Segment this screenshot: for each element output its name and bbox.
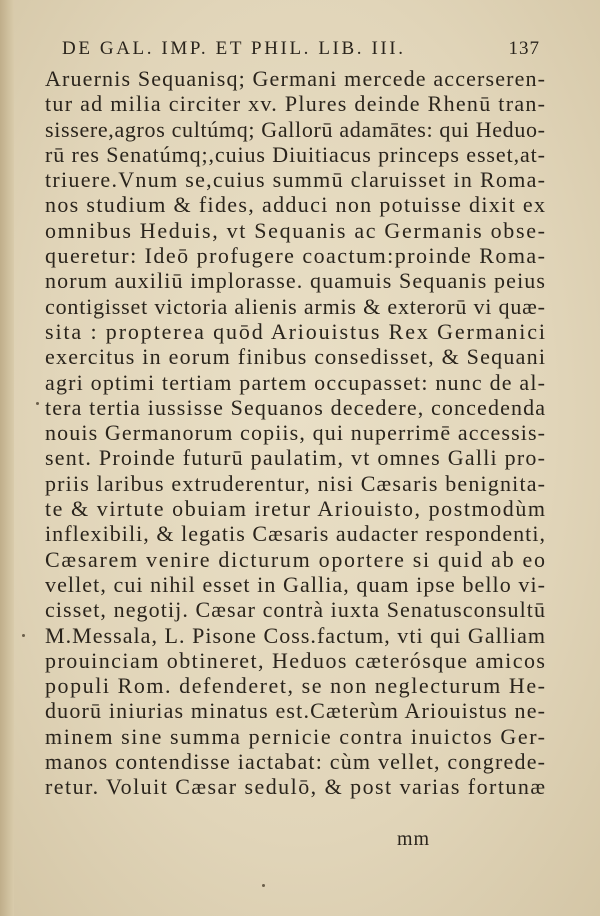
- text-line: norum auxiliū implorasse. quamuis Sequanis peius: [45, 268, 547, 294]
- text-line: queretur: Ideō profugere coactum:proinde Roma-: [45, 243, 547, 269]
- margin-mark: [36, 402, 39, 405]
- text-line: tur ad milia circiter xv. Plures deinde Rhenū tran-: [45, 91, 547, 117]
- text-line: M.Messala, L. Pisone Coss.factum, vti qui Galliam: [45, 622, 547, 648]
- text-line: cisset, negotij. Cæsar contrà iuxta Senatusconsultū: [45, 597, 547, 623]
- text-line: Aruernis Sequanisq; Germani mercede accerseren-: [45, 66, 547, 91]
- text-line: te & virtute obuiam iretur Ariouisto, postmodùm: [45, 496, 547, 522]
- text-line: prouinciam obtineret, Heduos cæterósque amicos: [45, 647, 547, 673]
- text-line: exercitus in eorum finibus consedisset, & Sequani: [45, 344, 547, 370]
- text-line: Cæsarem venire dicturum oportere si quid ab eo: [45, 546, 547, 572]
- text-line: tera tertia iussisse Sequanos decedere, concedenda: [45, 394, 547, 420]
- text-line: duorū iniurias minatus est.Cæterùm Ariouistus ne-: [45, 698, 547, 724]
- text-line: omnibus Heduis, vt Sequanis ac Germanis obse-: [45, 217, 547, 243]
- running-title: DE GAL. IMP. ET PHIL. LIB. III.: [62, 38, 406, 59]
- running-head: [62, 38, 540, 60]
- catchword: mm: [397, 828, 431, 850]
- text-line: inflexibili, & legatis Cæsaris audacter respondenti,: [45, 521, 547, 547]
- text-line: sent. Proinde futurū paulatim, vt omnes Galli pro-: [45, 445, 547, 471]
- text-line: vellet, cui nihil esset in Gallia, quam ipse bello vi-: [45, 571, 547, 597]
- text-line: manos contendisse iactabat: cùm vellet, congrede-: [45, 749, 547, 775]
- page-number: 137: [508, 38, 540, 59]
- text-line: priis laribus extruderentur, nisi Cæsaris benignita-: [45, 470, 547, 496]
- text-line: rū res Senatúmq;,cuius Diuitiacus princeps esset,at-: [45, 141, 546, 167]
- margin-mark: [262, 884, 265, 887]
- text-line: sita : propterea quōd Ariouistus Rex Germanici: [45, 318, 547, 344]
- text-line: contigisset victoria alienis armis & exterorū vi quæ-: [45, 293, 546, 319]
- text-line: triuere.Vnum se,cuius summū claruisset in Roma-: [45, 167, 547, 193]
- text-line: sissere,agros cultúmq; Gallorū adamātes: qui Heduo-: [45, 116, 546, 142]
- binding-gutter: [0, 0, 14, 916]
- margin-mark: [22, 634, 25, 637]
- text-line: nouis Germanorum copiis, qui nuperrimē accessis-: [45, 420, 547, 446]
- text-line: agri optimi tertiam partem occupasset: nunc de al-: [45, 369, 547, 395]
- text-line: populi Rom. defenderet, se non neglecturum He-: [45, 673, 547, 699]
- text-line: retur. Voluit Cæsar sedulō, & post varias fortunæ: [45, 774, 547, 800]
- text-line: minem sine summa pernicie contra inuictos Ger-: [45, 723, 547, 749]
- body-text: [45, 66, 545, 800]
- text-line: nos studium & fides, adduci non potuisse dixit ex: [45, 192, 547, 218]
